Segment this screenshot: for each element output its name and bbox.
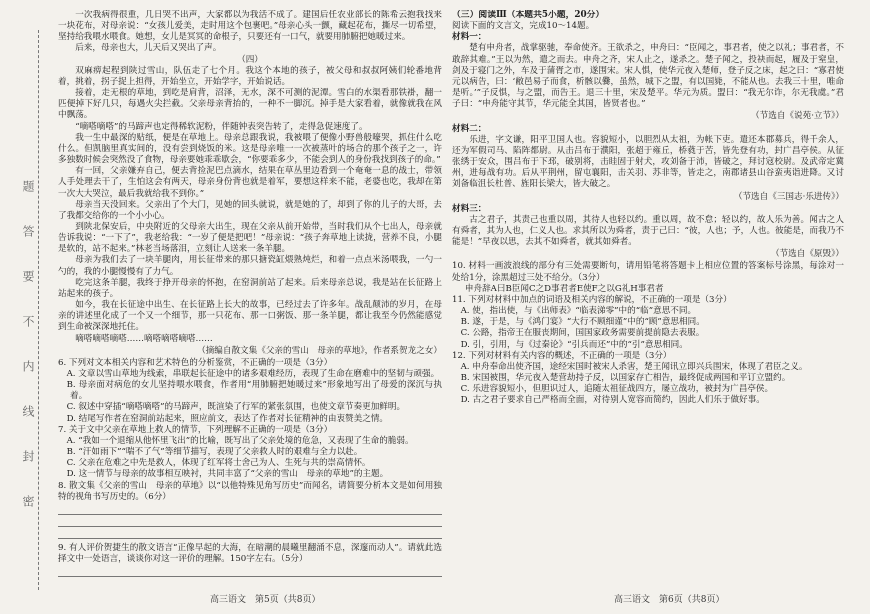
material-3-source: （节选自《原毁》） [770, 249, 844, 260]
material-1-text: 楚有申舟者，战掌驱驰，奉命使齐。王欲杀之，申舟曰：“臣闻之，事君者，使之以礼；事君者，不敢辞其难。”王以为然，遣之而去。申舟之齐，宋人止之，遂杀之。楚子闻之，投袂而起，履及于窒皇，剑及于寝门之外，车及于蒲胥之市，遂围宋。宋人惧，使华元夜入楚师，登子反之床，起之曰：“寡君使元以病告，曰：‘敝邑易子而食，析骸以爨，虽然，城下之盟，有以国毙，不能从也。去我三十里，唯命是听。’”子反惧，与之盟，而告王。退三十里，宋及楚平。华元为质。盟曰：“我无尔诈，尔无我虞。”君子曰：“申舟能守其节，华元能全其国，皆贤者也。” [452, 43, 844, 110]
material-3-text: 古之君子，其责己也重以周，其待人也轻以约。重以周，故不怠；轻以约，故人乐为善。闻古之人有舜者，其为人也，仁义人也。求其所以为舜者，责于己曰：“彼，人也；予，人也。彼能是，而我乃不能是！”早夜以思，去其不如舜者，就其如舜者。 [452, 214, 844, 248]
material-3-label: 材料三： [452, 203, 487, 214]
material-2-label: 材料二： [452, 123, 487, 134]
question-11-option-a: A. 使，指出使，与《出师表》“临表涕零”中的“临”意思不同。 [460, 306, 697, 317]
material-1-label: 材料一： [452, 32, 487, 43]
story-paragraph: 后来，母亲也大，儿天后又哭出了声。 [75, 43, 222, 54]
binding-char: 密 [21, 495, 35, 507]
story-paragraph: 接着，走无根的草地，到吃是肩背，沼泽，无水，深不可测的泥潭。雪白的水渠看那铁褂，翻一匹便掉下好几只，每遇火尖拦截。父亲母亲背抬的，一种不一脚沉。掉手是大家看着，就像就我在风中飘荡。 [58, 88, 442, 121]
section-title: （三）阅读Ⅲ（本题共5小题，20分） [452, 10, 605, 20]
question-6-option-d: D. 结尾写作者在窑洞前站起来，照应前文，表达了作者对长征精神的由衷赞美之情。 [66, 413, 389, 424]
answer-line[interactable] [58, 530, 442, 539]
question-6-option-c: C. 叙述中穿插“嘀嗒嘀嗒”的马蹄声，既渲染了行军的紧张氛围，也使文章节奏更加鲜明。 [66, 402, 406, 413]
question-12-option-b: B. 宋国被围，华元夜入楚营劫持子反，以国家存亡相告，最终促成两国和平订立盟约。 [460, 373, 791, 383]
answer-line[interactable] [58, 518, 442, 527]
question-7-option-c: C. 父亲在危难之中先是救人，体现了红军将士舍己为人、生死与共的崇高情怀。 [66, 458, 371, 469]
page-footer-right: 高三语文 第6页（共8页） [614, 595, 725, 605]
question-7-option-b: B. “汗如雨下”“喘不了气”等细节描写，表现了父亲救人时的艰难与全力以赴。 [66, 447, 363, 458]
question-6-stem: 6. 下列对文本相关内容和艺术特色的分析鉴赏，不正确的一项是（3分） [58, 357, 333, 368]
question-11-stem: 11. 下列对材料中加点的词语及相关内容的解说，不正确的一项是（3分） [452, 294, 732, 305]
binding-char: 要 [21, 270, 35, 282]
material-1-source: （节选自《说苑·立节》） [751, 111, 844, 122]
question-10-stem: 10. 材料一画波浪线的部分有三处需要断句，请用铅笔将答题卡上相应位置的答案标号涂黑，每涂对一处给1分，涂黑超过三处不给分。（3分） [452, 261, 844, 283]
question-11-option-b: B. 遂，于是，与《鸿门宴》“大行不顾细谨”中的“顾”意思相同。 [460, 317, 705, 328]
question-12-option-a: A. 申舟奉命出使齐国，途经宋国时被宋人杀害，楚王闻讯立即兴兵围宋，体现了君臣之义。 [460, 361, 808, 372]
story-paragraph: 如今，我在长征途中出生、在长征路上长大的故事，已经过去了许多年。战乱颠沛的岁月，在母亲的讲述里化成了一个又一个细节，那一只花布、那一口粥饭、那一条羊腿，都让我至今仍然能感觉到生命被深深地托住。 [58, 300, 442, 333]
question-7-option-d: D. 这一情节与母亲的故事相互映衬，共同丰富了“父亲的雪山 母亲的草地”的主题。 [66, 469, 389, 480]
binding-char: 不 [21, 315, 35, 327]
question-12-stem: 12. 下列对材料有关内容的概述，不正确的一项是（3分） [452, 350, 672, 361]
binding-char: 线 [21, 405, 35, 417]
binding-char: 封 [21, 450, 35, 462]
question-8-stem: 8. 散文集《父亲的雪山 母亲的草地》以“以他特殊见角写历史”而闻名，请简要分析本文是如何用独特的视角书写历史的。（6分） [58, 480, 442, 502]
question-12-option-c: C. 乐进容貌短小，但胆识过人，追随太祖征战四方，屡立战功，被封为广昌亭侯。 [460, 384, 774, 395]
page-6 [452, 10, 844, 580]
question-12-option-d: D. 古之君子要求自己严格而全面，对待别人宽容而简约，因此人们乐于做好事。 [460, 395, 765, 406]
story-paragraph: 母亲为我们去了一块羊腿肉，用长征带来的那只搪瓷缸煨熟炖烂，和着一点点米汤喂我，一勺一勺的，我的小腿慢慢有了力气。 [58, 255, 442, 277]
story-paragraph: 到陕北保安后，中央附近的父母亲大出生，现在父亲从前开始带，当时我们从个七出人，母亲就告诉我说：“一下了”，我老给我：“一岁了便是把吧！”母亲说：“孩子奔草地上读拢，营养不良，小腿是软的，站不起来。”林老当场落泪，立刻让人送来一条羊腿。 [58, 221, 442, 255]
story-paragraph: 母亲当天没回来。父亲出了个大门，见她的回头就说，就是她的了，却到了你的儿子的大哥，去了我都交给你的一个小小心。 [58, 199, 442, 221]
answer-line[interactable] [58, 506, 442, 515]
story-paragraph: 吃完这条羊腿，我终于挣开母亲的怀抱，在窑洞前站了起来。后来母亲总说，我是站在长征路上站起来的孩子。 [58, 277, 442, 299]
section-number: （四） [237, 54, 263, 65]
story-source: （摘编自散文集《父亲的雪山 母亲的草地》，作者系贺龙之女） [197, 345, 442, 356]
answer-line[interactable] [58, 568, 442, 577]
material-2-source: （节选自《三国志·乐进传》） [733, 191, 844, 202]
question-6-option-a: A. 文章以雪山草地为线索，串联起长征途中的诸多艰难经历，表现了生命在磨难中的坚韧与顽强。 [66, 369, 440, 379]
question-11-option-d: D. 引，引用，与《过秦论》“引兵而还”中的“引”意思相同。 [460, 339, 688, 350]
binding-line [18, 30, 46, 590]
question-11-option-c: C. 公路，指帝王在服丧期间，国国家政务需要前提前隐去表服。 [460, 328, 705, 339]
story-paragraph: 一次我病得很重，几日哭不出声，大家都以为我活不成了。建国后任农业部长的陈希云抱我找来一块花布，对母亲说：“女孩儿爱美，走时用这个包裹吧。”母亲心头一颤，藏起花布，撕尽一切希望，坚持给我喂水喂食。她想，女儿是冥冥的命根子，只要还有一口气，就要用肺腑把她暖过来。 [58, 10, 442, 43]
story-paragraph: 嘀嗒嘀嗒嘀嗒……嘀嗒嘀嗒嘀嗒…… [75, 333, 213, 344]
binding-char: 题 [21, 180, 35, 192]
question-6-option-b: B. 母亲面对病危的女儿坚持喂水喂食，作者用“用肺腑把她暖过来”形象地写出了母爱的深沉与执着。 [66, 380, 442, 402]
story-paragraph: “嘀嗒嘀嗒”的马蹄声也定得稀软泥粉，伴随钟表突告转了，走得急促速度了。 [75, 121, 368, 132]
page-footer-left: 高三语文 第5页（共8页） [210, 595, 321, 605]
story-paragraph: 双麻痹起程到陕过雪山，队伍走了七个月。我这个本地的孩子，被父母和叔叔阿姨们轮番地背着，挑着，拐子捉上担得，开始坐立，开始学字，开始说话。 [58, 65, 442, 87]
binding-char: 答 [21, 225, 35, 237]
story-paragraph: 我一生中最深的贴纸，便是在草地上。母亲总跟我说，我被喂了便像小野兽般嚎哭，抓住什么吃什么。但凯脑里真实间的，没有尝到烧饭的米。这是母亲唯一一次被蒸叶的场合的那个孩子之一，许多独数时候会突然没了食物，母亲要她乖乖歇会，“你要乖多少，不能会到人的身份我找到孩子的命。” [58, 132, 442, 166]
binding-dashed-line [38, 30, 39, 590]
question-10-choices[interactable]: 申舟辞A曰B臣闻C之D事君者E使F之以G礼H事君者 [464, 283, 664, 294]
question-7-stem: 7. 关于文中父亲在草地上救人的情节，下列理解不正确的一项是（3分） [58, 424, 333, 435]
binding-char: 内 [21, 360, 35, 372]
section-instruction: 阅读下面的文言文，完成10～14题。 [452, 21, 595, 32]
page-5 [58, 10, 442, 580]
material-2-text: 乐进，字文谦，阳平卫国人也。容貌短小，以胆烈从太祖，为帐下吏。遣还本郡募兵，得千余人，还为军假司马、陷阵都尉。从击吕布于濮阳，张超于雍丘，桥蕤于苦，皆先登有功，封广昌亭侯。从征张绣于安众，围吕布于下邳，破别将，击眭固于射犬，攻刘备于沛，皆破之，拜讨寇校尉。及武帝定冀州，进每战有功。后从平荆州，留屯襄阳，击关羽、苏非等，皆走之，南郡诸县山谷蛮夷诣进降。又讨刘备临沮长杜普、旌阳长梁大，皆大破之。 [452, 134, 844, 190]
question-9-stem: 9. 有人评价贺捷生的散文语言“正像早起的大海，在暗潮的晨曦里翻涌不息，深邃而动人”。请就此选择文中一处语言，谈谈你对这一评价的理解。150字左右。（5分） [58, 542, 442, 565]
question-7-option-a: A. “我如一个退缩从他怀里飞出”的比喻，既写出了父亲处境的危急，又表现了生命的脆弱。 [66, 435, 414, 446]
story-paragraph: 有一回，父亲嫌弃自己，便去背捡泥巴点滴水，结果在草丛里边看到一个奄奄一息的战士，带领人手处理去干了，生怕这会有两天，母亲身份背也就是着军，要想这样来不能，老婆也吃，我却在第一次大大哭泣，最后我就给我不到你。” [58, 166, 442, 199]
